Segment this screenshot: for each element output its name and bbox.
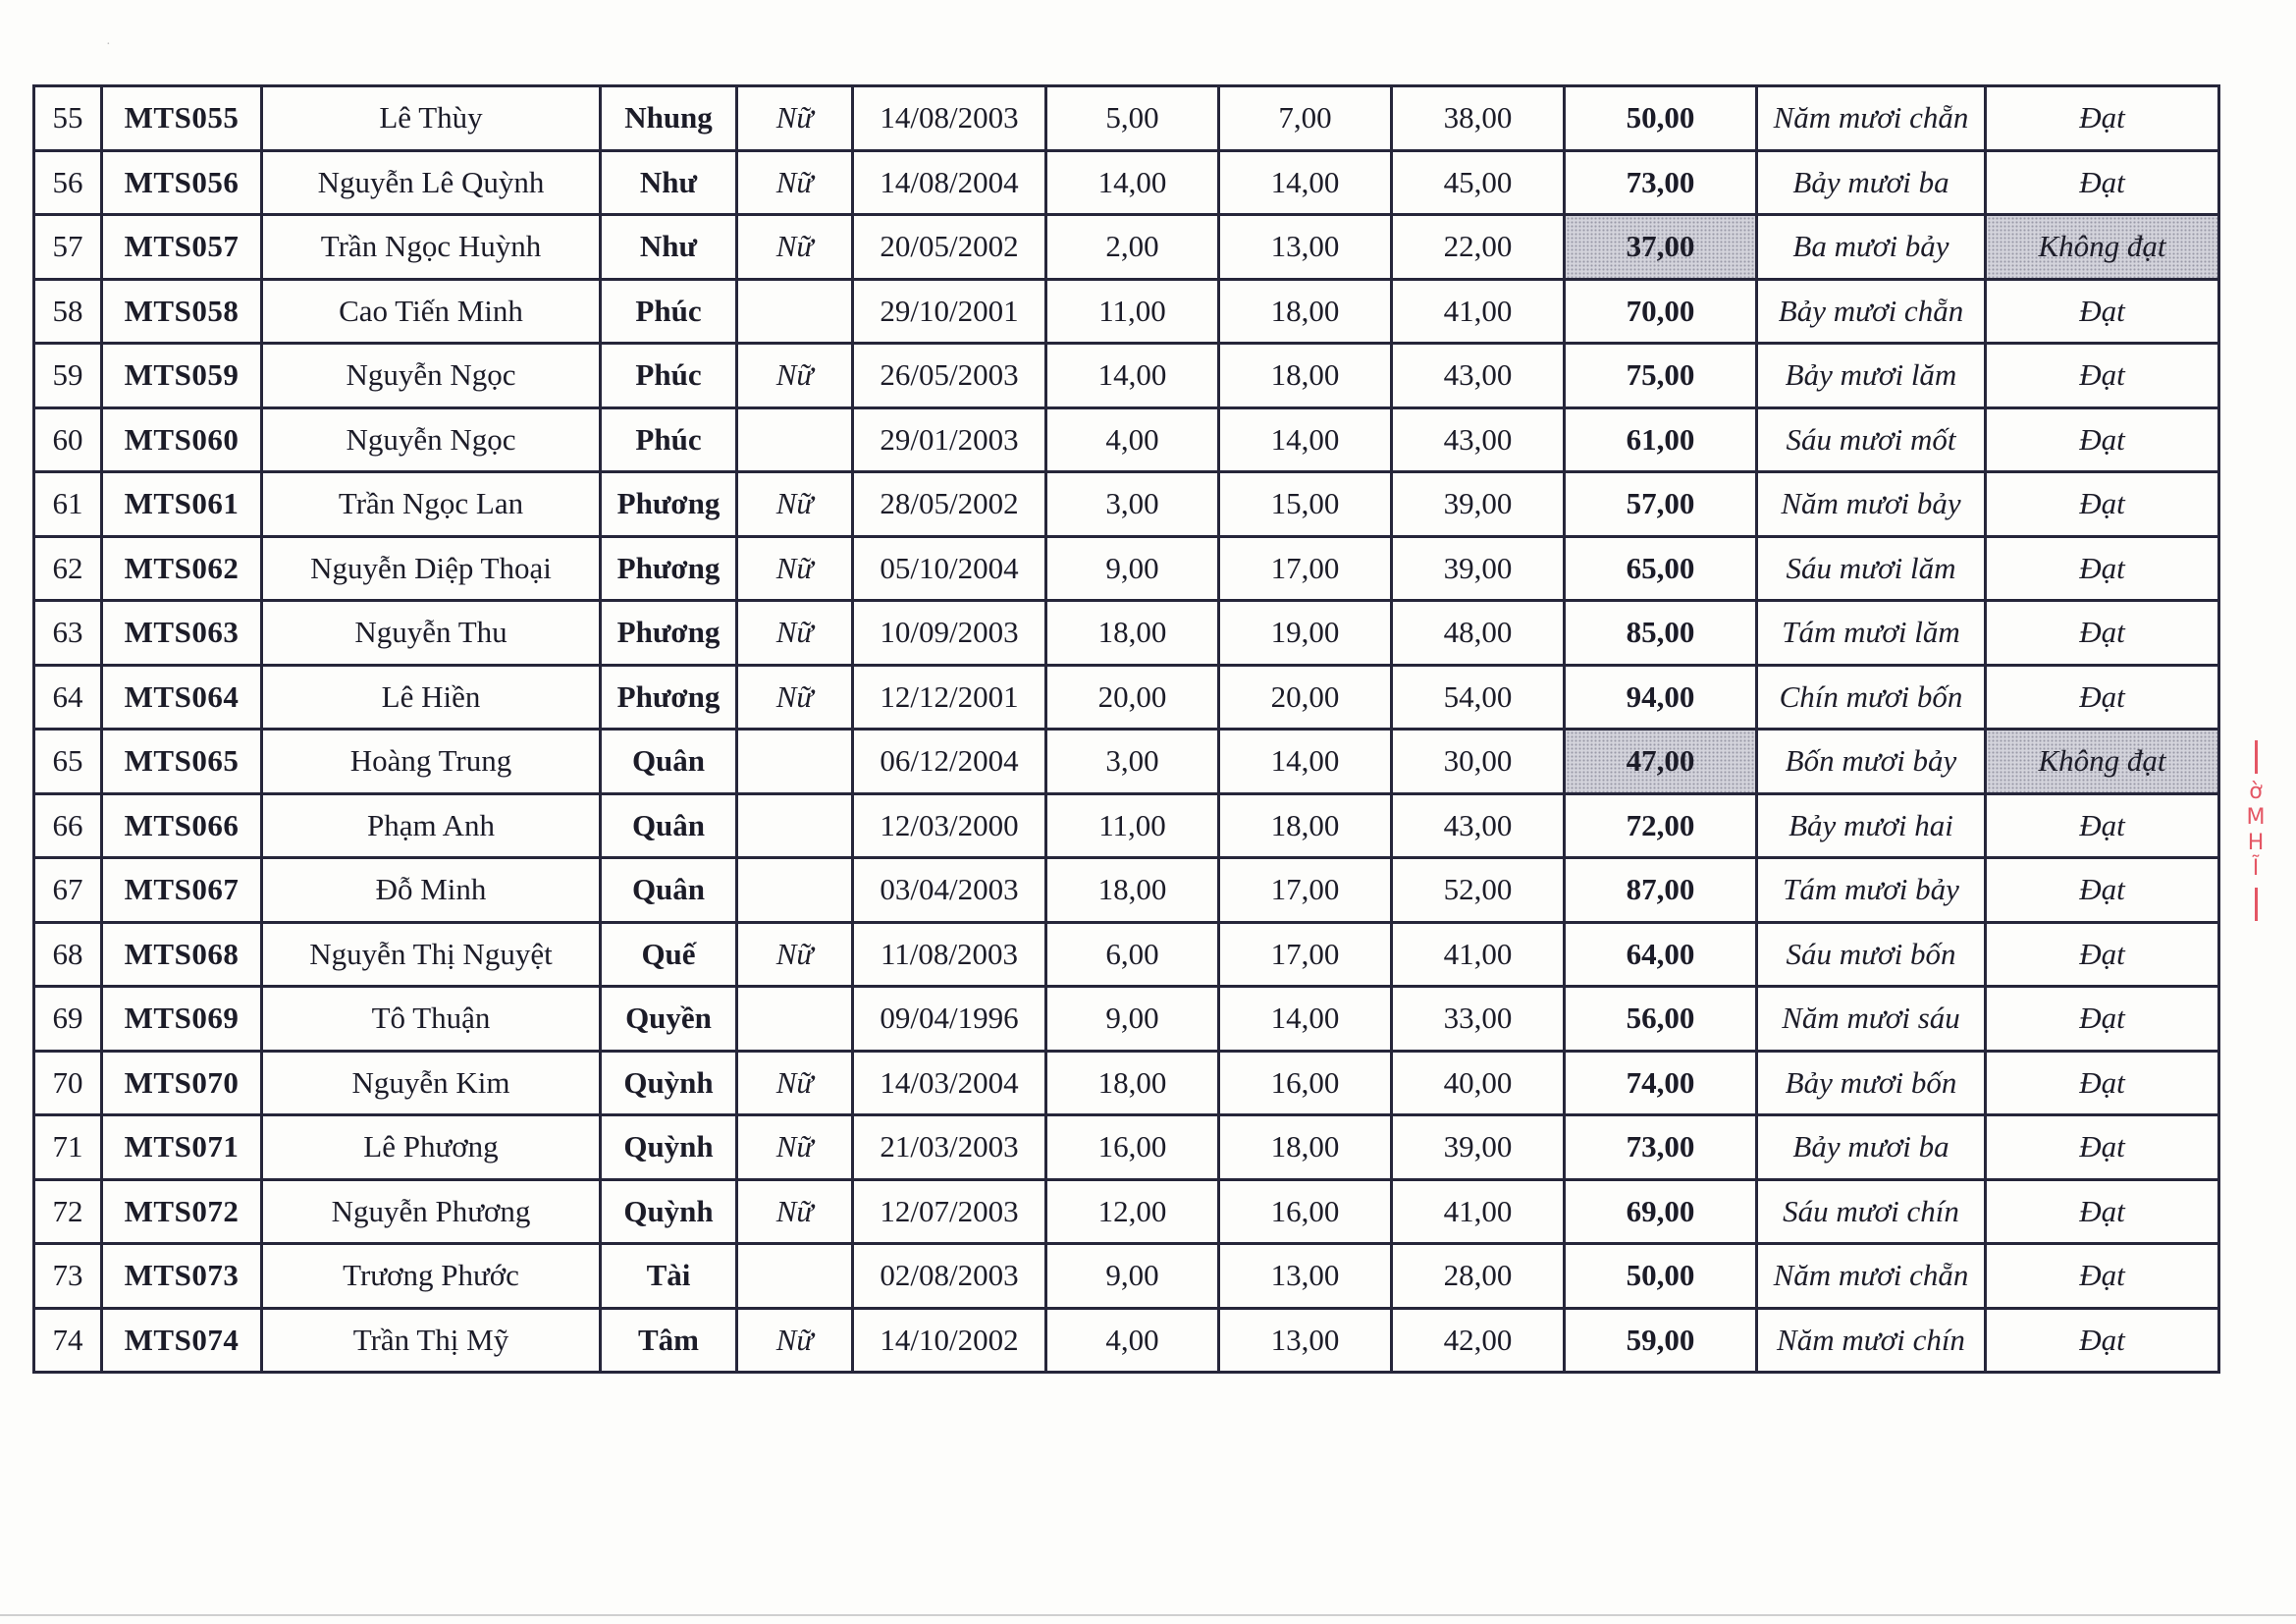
table-row <box>34 1179 2219 1244</box>
total-in-words-cell: Ba mươi bảy <box>1757 215 1986 280</box>
score-3-cell: 33,00 <box>1392 987 1565 1052</box>
total-in-words-cell: Năm mươi chín <box>1757 1308 1986 1373</box>
score-3-cell: 42,00 <box>1392 1308 1565 1373</box>
surname-cell: Lê Thùy <box>262 86 601 151</box>
surname-cell: Lê Hiền <box>262 665 601 730</box>
result-cell: Đạt <box>1986 1244 2219 1309</box>
result-cell: Đạt <box>1986 150 2219 215</box>
table-row <box>34 536 2219 601</box>
date-of-birth-cell: 11/08/2003 <box>853 922 1046 987</box>
row-number-cell: 59 <box>34 344 102 408</box>
student-code-cell: MTS057 <box>102 215 262 280</box>
score-3-cell: 41,00 <box>1392 279 1565 344</box>
total-score-cell: 87,00 <box>1565 858 1757 923</box>
table-row <box>34 665 2219 730</box>
score-2-cell: 18,00 <box>1219 344 1392 408</box>
given-name-cell: Như <box>601 150 737 215</box>
date-of-birth-cell: 20/05/2002 <box>853 215 1046 280</box>
score-3-cell: 43,00 <box>1392 407 1565 472</box>
surname-cell: Trần Thị Mỹ <box>262 1308 601 1373</box>
result-cell: Đạt <box>1986 279 2219 344</box>
score-2-cell: 18,00 <box>1219 793 1392 858</box>
total-score-cell: 37,00 <box>1565 215 1757 280</box>
student-code-cell: MTS062 <box>102 536 262 601</box>
score-2-cell: 19,00 <box>1219 601 1392 666</box>
row-number-cell: 66 <box>34 793 102 858</box>
date-of-birth-cell: 02/08/2003 <box>853 1244 1046 1309</box>
student-code-cell: MTS073 <box>102 1244 262 1309</box>
student-code-cell: MTS059 <box>102 344 262 408</box>
table-row <box>34 1051 2219 1115</box>
table-row <box>34 922 2219 987</box>
gender-cell <box>737 987 853 1052</box>
score-2-cell: 13,00 <box>1219 1244 1392 1309</box>
row-number-cell: 68 <box>34 922 102 987</box>
gender-cell <box>737 730 853 794</box>
result-cell: Đạt <box>1986 793 2219 858</box>
gender-cell: Nữ <box>737 1179 853 1244</box>
score-2-cell: 14,00 <box>1219 407 1392 472</box>
total-in-words-cell: Năm mươi sáu <box>1757 987 1986 1052</box>
total-in-words-cell: Bảy mươi chẵn <box>1757 279 1986 344</box>
score-3-cell: 38,00 <box>1392 86 1565 151</box>
gender-cell <box>737 793 853 858</box>
table-row <box>34 215 2219 280</box>
surname-cell: Lê Phương <box>262 1115 601 1180</box>
total-in-words-cell: Bảy mươi ba <box>1757 150 1986 215</box>
score-1-cell: 3,00 <box>1046 730 1219 794</box>
total-score-cell: 94,00 <box>1565 665 1757 730</box>
result-cell: Đạt <box>1986 665 2219 730</box>
total-score-cell: 70,00 <box>1565 279 1757 344</box>
score-1-cell: 16,00 <box>1046 1115 1219 1180</box>
table-row <box>34 601 2219 666</box>
total-score-cell: 85,00 <box>1565 601 1757 666</box>
result-cell: Đạt <box>1986 344 2219 408</box>
student-code-cell: MTS055 <box>102 86 262 151</box>
score-1-cell: 18,00 <box>1046 1051 1219 1115</box>
student-code-cell: MTS072 <box>102 1179 262 1244</box>
gender-cell: Nữ <box>737 472 853 537</box>
table-row <box>34 279 2219 344</box>
score-1-cell: 3,00 <box>1046 472 1219 537</box>
given-name-cell: Phương <box>601 665 737 730</box>
row-number-cell: 67 <box>34 858 102 923</box>
date-of-birth-cell: 14/08/2003 <box>853 86 1046 151</box>
total-score-cell: 65,00 <box>1565 536 1757 601</box>
date-of-birth-cell: 10/09/2003 <box>853 601 1046 666</box>
score-1-cell: 18,00 <box>1046 601 1219 666</box>
score-3-cell: 54,00 <box>1392 665 1565 730</box>
row-number-cell: 72 <box>34 1179 102 1244</box>
date-of-birth-cell: 26/05/2003 <box>853 344 1046 408</box>
score-1-cell: 14,00 <box>1046 344 1219 408</box>
date-of-birth-cell: 21/03/2003 <box>853 1115 1046 1180</box>
total-in-words-cell: Sáu mươi lăm <box>1757 536 1986 601</box>
score-2-cell: 18,00 <box>1219 279 1392 344</box>
total-in-words-cell: Sáu mươi mốt <box>1757 407 1986 472</box>
red-stamp-edge: ờ M H Ĩ <box>2236 734 2275 1019</box>
date-of-birth-cell: 09/04/1996 <box>853 987 1046 1052</box>
student-code-cell: MTS071 <box>102 1115 262 1180</box>
row-number-cell: 57 <box>34 215 102 280</box>
result-cell: Đạt <box>1986 1115 2219 1180</box>
table-row <box>34 86 2219 151</box>
score-1-cell: 12,00 <box>1046 1179 1219 1244</box>
date-of-birth-cell: 29/01/2003 <box>853 407 1046 472</box>
score-1-cell: 11,00 <box>1046 279 1219 344</box>
given-name-cell: Phúc <box>601 279 737 344</box>
row-number-cell: 65 <box>34 730 102 794</box>
gender-cell: Nữ <box>737 601 853 666</box>
total-score-cell: 73,00 <box>1565 150 1757 215</box>
date-of-birth-cell: 12/12/2001 <box>853 665 1046 730</box>
student-code-cell: MTS067 <box>102 858 262 923</box>
date-of-birth-cell: 06/12/2004 <box>853 730 1046 794</box>
score-1-cell: 4,00 <box>1046 407 1219 472</box>
result-cell: Đạt <box>1986 472 2219 537</box>
result-cell: Không đạt <box>1986 730 2219 794</box>
table-body <box>34 86 2219 1373</box>
table-row <box>34 730 2219 794</box>
scan-mark: · <box>106 37 111 52</box>
surname-cell: Trần Ngọc Lan <box>262 472 601 537</box>
results-table <box>32 84 2220 1374</box>
row-number-cell: 70 <box>34 1051 102 1115</box>
date-of-birth-cell: 14/10/2002 <box>853 1308 1046 1373</box>
gender-cell: Nữ <box>737 1308 853 1373</box>
row-number-cell: 69 <box>34 987 102 1052</box>
total-in-words-cell: Tám mươi bảy <box>1757 858 1986 923</box>
gender-cell: Nữ <box>737 215 853 280</box>
student-code-cell: MTS066 <box>102 793 262 858</box>
score-3-cell: 41,00 <box>1392 1179 1565 1244</box>
score-1-cell: 14,00 <box>1046 150 1219 215</box>
result-cell: Đạt <box>1986 536 2219 601</box>
total-in-words-cell: Bảy mươi lăm <box>1757 344 1986 408</box>
total-score-cell: 72,00 <box>1565 793 1757 858</box>
result-cell: Đạt <box>1986 858 2219 923</box>
score-3-cell: 48,00 <box>1392 601 1565 666</box>
row-number-cell: 74 <box>34 1308 102 1373</box>
result-cell: Đạt <box>1986 1179 2219 1244</box>
row-number-cell: 62 <box>34 536 102 601</box>
result-cell: Đạt <box>1986 922 2219 987</box>
surname-cell: Nguyễn Lê Quỳnh <box>262 150 601 215</box>
total-in-words-cell: Tám mươi lăm <box>1757 601 1986 666</box>
score-1-cell: 11,00 <box>1046 793 1219 858</box>
gender-cell <box>737 407 853 472</box>
given-name-cell: Tâm <box>601 1308 737 1373</box>
surname-cell: Nguyễn Kim <box>262 1051 601 1115</box>
row-number-cell: 63 <box>34 601 102 666</box>
given-name-cell: Phương <box>601 472 737 537</box>
score-3-cell: 28,00 <box>1392 1244 1565 1309</box>
given-name-cell: Quế <box>601 922 737 987</box>
total-score-cell: 64,00 <box>1565 922 1757 987</box>
total-in-words-cell: Bảy mươi hai <box>1757 793 1986 858</box>
date-of-birth-cell: 12/03/2000 <box>853 793 1046 858</box>
surname-cell: Nguyễn Thu <box>262 601 601 666</box>
given-name-cell: Phúc <box>601 407 737 472</box>
table-row <box>34 1115 2219 1180</box>
surname-cell: Cao Tiến Minh <box>262 279 601 344</box>
student-code-cell: MTS074 <box>102 1308 262 1373</box>
given-name-cell: Quỳnh <box>601 1115 737 1180</box>
row-number-cell: 58 <box>34 279 102 344</box>
date-of-birth-cell: 12/07/2003 <box>853 1179 1046 1244</box>
given-name-cell: Quyền <box>601 987 737 1052</box>
row-number-cell: 56 <box>34 150 102 215</box>
result-cell: Đạt <box>1986 1308 2219 1373</box>
student-code-cell: MTS068 <box>102 922 262 987</box>
result-cell: Không đạt <box>1986 215 2219 280</box>
total-score-cell: 73,00 <box>1565 1115 1757 1180</box>
row-number-cell: 64 <box>34 665 102 730</box>
total-score-cell: 59,00 <box>1565 1308 1757 1373</box>
score-3-cell: 39,00 <box>1392 472 1565 537</box>
score-2-cell: 16,00 <box>1219 1179 1392 1244</box>
total-score-cell: 56,00 <box>1565 987 1757 1052</box>
result-cell: Đạt <box>1986 987 2219 1052</box>
gender-cell <box>737 1244 853 1309</box>
total-score-cell: 75,00 <box>1565 344 1757 408</box>
score-2-cell: 17,00 <box>1219 858 1392 923</box>
date-of-birth-cell: 29/10/2001 <box>853 279 1046 344</box>
score-1-cell: 18,00 <box>1046 858 1219 923</box>
student-code-cell: MTS060 <box>102 407 262 472</box>
row-number-cell: 71 <box>34 1115 102 1180</box>
total-score-cell: 69,00 <box>1565 1179 1757 1244</box>
given-name-cell: Phúc <box>601 344 737 408</box>
surname-cell: Nguyễn Ngọc <box>262 344 601 408</box>
score-1-cell: 20,00 <box>1046 665 1219 730</box>
score-2-cell: 13,00 <box>1219 215 1392 280</box>
given-name-cell: Quân <box>601 730 737 794</box>
score-3-cell: 30,00 <box>1392 730 1565 794</box>
date-of-birth-cell: 28/05/2002 <box>853 472 1046 537</box>
given-name-cell: Quỳnh <box>601 1179 737 1244</box>
score-2-cell: 20,00 <box>1219 665 1392 730</box>
gender-cell: Nữ <box>737 1051 853 1115</box>
score-3-cell: 52,00 <box>1392 858 1565 923</box>
result-cell: Đạt <box>1986 407 2219 472</box>
score-2-cell: 16,00 <box>1219 1051 1392 1115</box>
surname-cell: Trần Ngọc Huỳnh <box>262 215 601 280</box>
total-in-words-cell: Năm mươi bảy <box>1757 472 1986 537</box>
total-in-words-cell: Năm mươi chẵn <box>1757 86 1986 151</box>
score-2-cell: 15,00 <box>1219 472 1392 537</box>
score-3-cell: 43,00 <box>1392 344 1565 408</box>
row-number-cell: 60 <box>34 407 102 472</box>
given-name-cell: Phương <box>601 601 737 666</box>
score-1-cell: 9,00 <box>1046 987 1219 1052</box>
gender-cell: Nữ <box>737 86 853 151</box>
table-row <box>34 150 2219 215</box>
score-2-cell: 14,00 <box>1219 730 1392 794</box>
surname-cell: Phạm Anh <box>262 793 601 858</box>
given-name-cell: Quỳnh <box>601 1051 737 1115</box>
gender-cell: Nữ <box>737 1115 853 1180</box>
score-2-cell: 17,00 <box>1219 536 1392 601</box>
given-name-cell: Như <box>601 215 737 280</box>
surname-cell: Nguyễn Ngọc <box>262 407 601 472</box>
student-code-cell: MTS065 <box>102 730 262 794</box>
surname-cell: Trương Phước <box>262 1244 601 1309</box>
score-3-cell: 45,00 <box>1392 150 1565 215</box>
date-of-birth-cell: 14/03/2004 <box>853 1051 1046 1115</box>
surname-cell: Đỗ Minh <box>262 858 601 923</box>
score-2-cell: 18,00 <box>1219 1115 1392 1180</box>
result-cell: Đạt <box>1986 86 2219 151</box>
date-of-birth-cell: 03/04/2003 <box>853 858 1046 923</box>
score-2-cell: 17,00 <box>1219 922 1392 987</box>
date-of-birth-cell: 14/08/2004 <box>853 150 1046 215</box>
score-3-cell: 43,00 <box>1392 793 1565 858</box>
total-in-words-cell: Bảy mươi bốn <box>1757 1051 1986 1115</box>
surname-cell: Nguyễn Thị Nguyệt <box>262 922 601 987</box>
student-code-cell: MTS069 <box>102 987 262 1052</box>
total-score-cell: 50,00 <box>1565 86 1757 151</box>
page-edge <box>0 1614 2296 1616</box>
score-3-cell: 41,00 <box>1392 922 1565 987</box>
total-in-words-cell: Bốn mươi bảy <box>1757 730 1986 794</box>
score-2-cell: 7,00 <box>1219 86 1392 151</box>
table-row <box>34 1308 2219 1373</box>
score-2-cell: 13,00 <box>1219 1308 1392 1373</box>
total-in-words-cell: Năm mươi chẵn <box>1757 1244 1986 1309</box>
total-score-cell: 74,00 <box>1565 1051 1757 1115</box>
table-row <box>34 793 2219 858</box>
row-number-cell: 61 <box>34 472 102 537</box>
student-code-cell: MTS058 <box>102 279 262 344</box>
given-name-cell: Phương <box>601 536 737 601</box>
given-name-cell: Tài <box>601 1244 737 1309</box>
student-code-cell: MTS056 <box>102 150 262 215</box>
table-row <box>34 407 2219 472</box>
surname-cell: Hoàng Trung <box>262 730 601 794</box>
total-in-words-cell: Bảy mươi ba <box>1757 1115 1986 1180</box>
result-cell: Đạt <box>1986 601 2219 666</box>
student-code-cell: MTS070 <box>102 1051 262 1115</box>
surname-cell: Nguyễn Diệp Thoại <box>262 536 601 601</box>
total-score-cell: 50,00 <box>1565 1244 1757 1309</box>
total-score-cell: 57,00 <box>1565 472 1757 537</box>
total-score-cell: 47,00 <box>1565 730 1757 794</box>
surname-cell: Tô Thuận <box>262 987 601 1052</box>
row-number-cell: 73 <box>34 1244 102 1309</box>
table-row <box>34 1244 2219 1309</box>
table-row <box>34 987 2219 1052</box>
student-code-cell: MTS064 <box>102 665 262 730</box>
total-in-words-cell: Sáu mươi bốn <box>1757 922 1986 987</box>
score-3-cell: 40,00 <box>1392 1051 1565 1115</box>
total-in-words-cell: Chín mươi bốn <box>1757 665 1986 730</box>
score-3-cell: 39,00 <box>1392 536 1565 601</box>
total-in-words-cell: Sáu mươi chín <box>1757 1179 1986 1244</box>
score-1-cell: 9,00 <box>1046 536 1219 601</box>
date-of-birth-cell: 05/10/2004 <box>853 536 1046 601</box>
gender-cell: Nữ <box>737 665 853 730</box>
score-1-cell: 2,00 <box>1046 215 1219 280</box>
score-1-cell: 4,00 <box>1046 1308 1219 1373</box>
gender-cell: Nữ <box>737 150 853 215</box>
result-cell: Đạt <box>1986 1051 2219 1115</box>
score-1-cell: 5,00 <box>1046 86 1219 151</box>
gender-cell <box>737 858 853 923</box>
table-row <box>34 344 2219 408</box>
student-code-cell: MTS061 <box>102 472 262 537</box>
score-3-cell: 22,00 <box>1392 215 1565 280</box>
table-row <box>34 858 2219 923</box>
given-name-cell: Nhung <box>601 86 737 151</box>
student-code-cell: MTS063 <box>102 601 262 666</box>
score-1-cell: 6,00 <box>1046 922 1219 987</box>
given-name-cell: Quân <box>601 858 737 923</box>
table-row <box>34 472 2219 537</box>
gender-cell: Nữ <box>737 536 853 601</box>
row-number-cell: 55 <box>34 86 102 151</box>
surname-cell: Nguyễn Phương <box>262 1179 601 1244</box>
total-score-cell: 61,00 <box>1565 407 1757 472</box>
gender-cell: Nữ <box>737 344 853 408</box>
score-3-cell: 39,00 <box>1392 1115 1565 1180</box>
score-2-cell: 14,00 <box>1219 987 1392 1052</box>
given-name-cell: Quân <box>601 793 737 858</box>
gender-cell <box>737 279 853 344</box>
score-2-cell: 14,00 <box>1219 150 1392 215</box>
gender-cell: Nữ <box>737 922 853 987</box>
score-1-cell: 9,00 <box>1046 1244 1219 1309</box>
